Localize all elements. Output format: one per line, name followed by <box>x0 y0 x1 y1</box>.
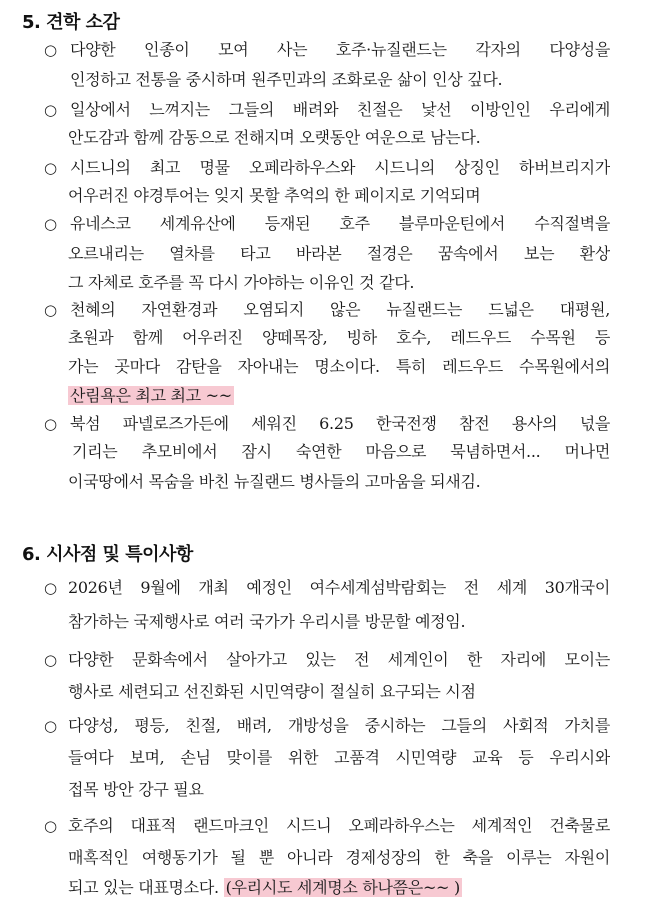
bullet-icon: ○ <box>44 651 58 669</box>
bullet-icon: ○ <box>44 215 58 233</box>
item-line: 매혹적인 여행동기가 될 뿐 아니라 경제성장의 한 축을 이루는 자원이 <box>68 848 610 867</box>
item-line: 들여다 보며, 손님 맞이를 위한 고품격 시민역량 교육 등 우리시와 <box>68 748 610 767</box>
item-line: 유네스코 세계유산에 등재된 호주 블루마운틴에서 수직절벽을 <box>70 214 610 233</box>
bullet-icon: ○ <box>44 717 58 735</box>
item-line: 초원과 함께 어우러진 양떼목장, 빙하 호수, 레드우드 수목원 등 <box>68 328 610 347</box>
item-line: 행사로 세련되고 선진화된 시민역량이 절실히 요구되는 시점 <box>68 682 476 701</box>
section-6-title: 6. 시사점 및 특이사항 <box>22 544 193 565</box>
item-line: 천혜의 자연환경과 오염되지 않은 뉴질랜드는 드넓은 대평원, <box>70 300 610 319</box>
bullet-icon: ○ <box>44 301 58 319</box>
bullet-icon: ○ <box>44 415 58 433</box>
item-line: 접목 방안 강구 필요 <box>68 780 204 799</box>
item-line: 이국땅에서 목숨을 바친 뉴질랜드 병사들의 고마움을 되새김. <box>68 472 481 491</box>
item-line: 북섬 파넬로즈가든에 세워진 6.25 한국전쟁 참전 용사의 넋을 <box>70 414 610 433</box>
highlighted-text: 산림욕은 최고 최고 ~~ <box>70 386 232 405</box>
bullet-icon: ○ <box>44 579 58 597</box>
item-line: 기리는 추모비에서 잠시 숙연한 마음으로 묵념하면서... 머나먼 <box>72 442 610 461</box>
bullet-icon: ○ <box>44 41 58 59</box>
item-line: 참가하는 국제행사로 여러 국가가 우리시를 방문할 예정임. <box>68 612 466 631</box>
item-line: 다양성, 평등, 친절, 배려, 개방성을 중시하는 그들의 사회적 가치를 <box>68 716 610 735</box>
item-line-with-note <box>68 878 462 898</box>
item-line: 그 자체로 호주를 꼭 다시 가야하는 이유인 것 같다. <box>68 273 415 292</box>
item-line: 2026년 9월에 개최 예정인 여수세계섬박람회는 전 세계 30개국이 <box>68 578 610 597</box>
item-line: 가는 곳마다 감탄을 자아내는 명소이다. 특히 레드우드 수목원에서의 <box>68 357 610 376</box>
item-line: 안도감과 함께 감동으로 전해지며 오랫동안 여운으로 남는다. <box>68 128 481 147</box>
item-line-text: 되고 있는 대표명소다. <box>68 878 219 897</box>
item-line: 다양한 문화속에서 살아가고 있는 전 세계인이 한 자리에 모이는 <box>68 650 610 669</box>
section-5-title: 5. 견학 소감 <box>22 12 120 33</box>
item-line: 시드니의 최고 명물 오페라하우스와 시드니의 상징인 하버브리지가 <box>70 158 610 177</box>
item-line: 다양한 인종이 모여 사는 호주·뉴질랜드는 각자의 다양성을 <box>70 40 610 59</box>
item-line: 인정하고 전통을 중시하며 원주민과의 조화로운 삶이 인상 깊다. <box>70 70 503 89</box>
bullet-icon: ○ <box>44 817 58 835</box>
bullet-icon: ○ <box>44 159 58 177</box>
highlight-note <box>68 386 234 406</box>
item-line: 어우러진 야경투어는 잊지 못할 추억의 한 페이지로 기억되며 <box>68 186 481 205</box>
item-line: 일상에서 느껴지는 그들의 배려와 친절은 낯선 이방인인 우리에게 <box>70 100 610 119</box>
bullet-icon: ○ <box>44 101 58 119</box>
item-line: 호주의 대표적 랜드마크인 시드니 오페라하우스는 세계적인 건축물로 <box>68 816 610 835</box>
highlighted-text: (우리시도 세계명소 하나쯤은~~ ) <box>225 878 460 897</box>
item-line: 오르내리는 열차를 타고 바라본 절경은 꿈속에서 보는 환상 <box>68 244 610 263</box>
